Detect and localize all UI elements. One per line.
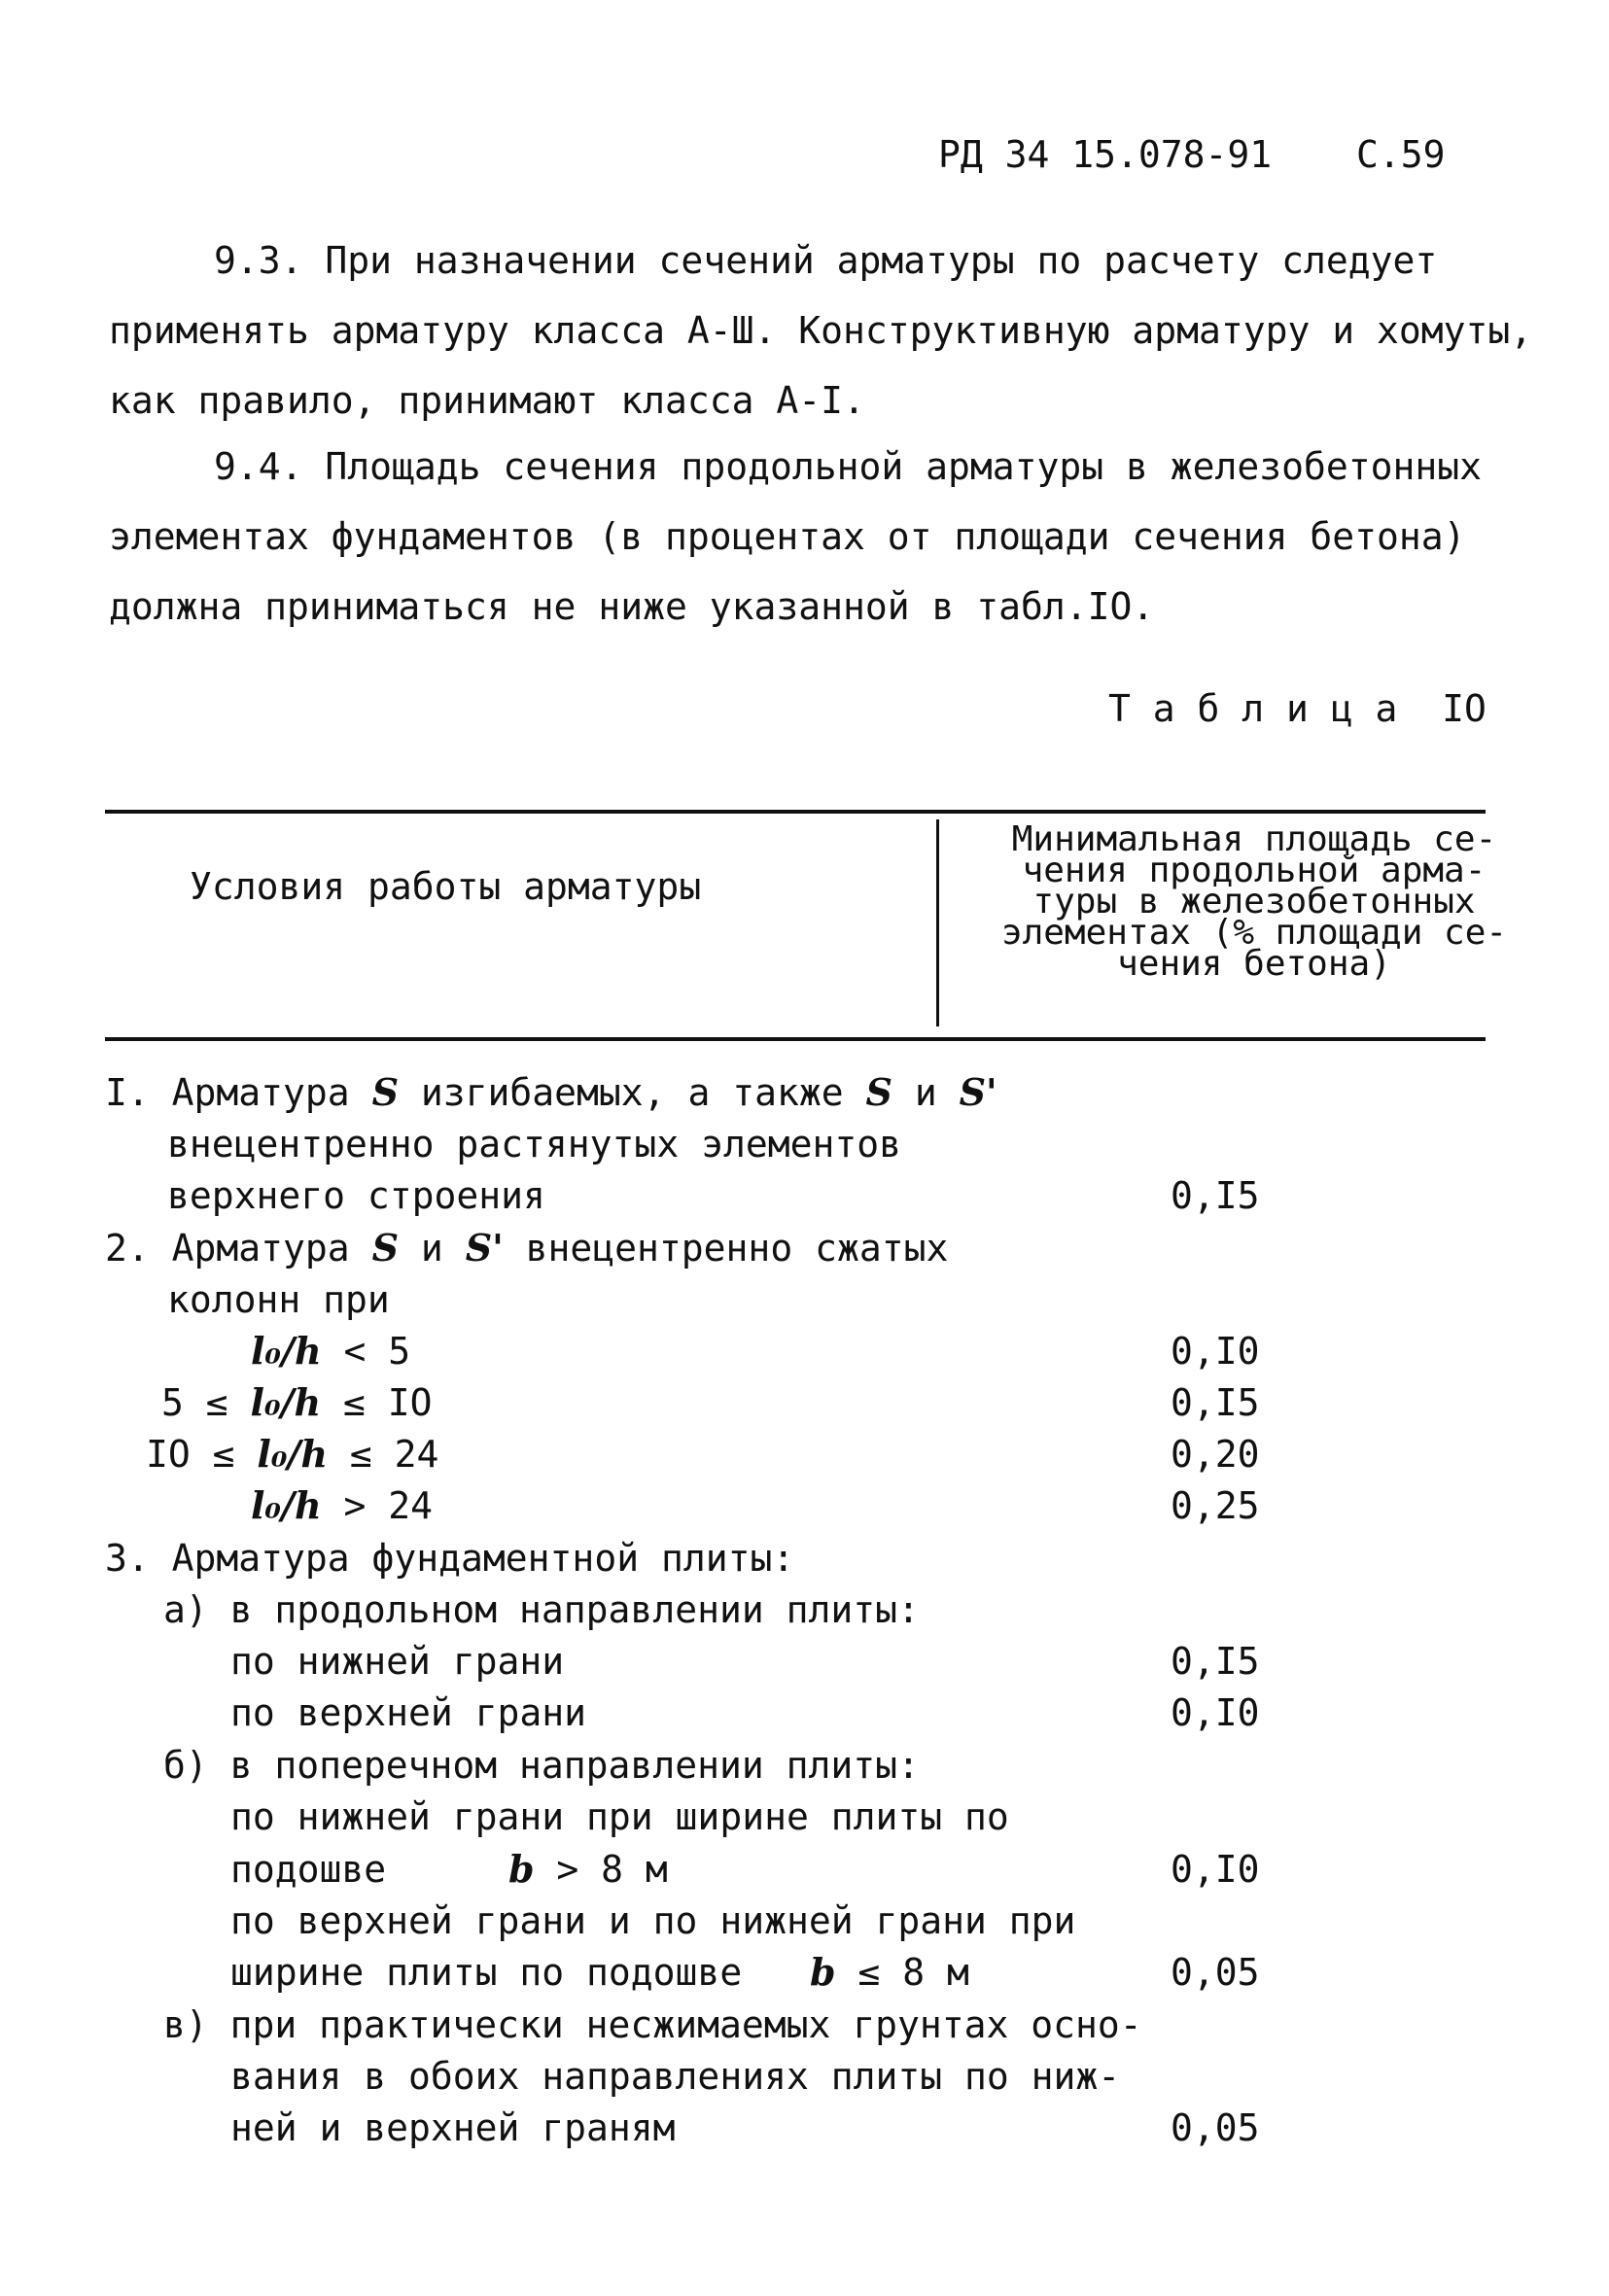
row-text: > 8 м <box>556 1848 668 1891</box>
paragraph-line: применять арматуру класса А-Ш. Конструктивную арматуру и хомуты, <box>109 309 1533 352</box>
row-3-line-1: 3. Арматура фундаментной плиты: <box>105 1537 795 1580</box>
ratio-condition-3 <box>146 1432 439 1476</box>
row-3-b-1-value: 0,I0 <box>1171 1848 1260 1891</box>
row-3-a-2: по верхней грани <box>230 1691 587 1734</box>
row-text: изгибаемых, а также <box>420 1071 844 1114</box>
row-text: ≤ 8 м <box>857 1951 969 1994</box>
row-3-a-heading: а) в продольном направлении плиты: <box>163 1588 920 1631</box>
page-number: С.59 <box>1356 133 1446 176</box>
paragraph-9-3 <box>109 226 1533 435</box>
ratio-relation: < 5 <box>343 1330 411 1373</box>
row-3-a-1-value: 0,I5 <box>1171 1640 1260 1683</box>
header-line: Минимальная площадь се- <box>1011 819 1497 859</box>
ratio-value-4: 0,25 <box>1171 1484 1260 1527</box>
row-text: и <box>420 1227 443 1270</box>
ratio-symbol: l₀/h <box>250 1380 322 1424</box>
ratio-condition-2 <box>161 1380 433 1424</box>
symbol-b: b <box>507 1847 535 1891</box>
row-3-b-2-line-2 <box>230 1950 969 1994</box>
row-text: ширине плиты по подошве <box>230 1951 743 1994</box>
ratio-symbol: l₀/h <box>251 1329 322 1373</box>
row-3-b-1-line-2 <box>230 1847 668 1891</box>
column-header-conditions: Условия работы арматуры <box>190 865 702 908</box>
table-caption: Т а б л и ц а IO <box>1108 687 1487 730</box>
paragraph-line: должна приниматься не ниже указанной в табл.IO. <box>109 585 1155 628</box>
ratio-value-3: 0,20 <box>1171 1433 1260 1476</box>
symbol-s-prime: S' <box>959 1070 997 1114</box>
symbol-b: b <box>809 1950 836 1994</box>
ratio-lower-bound: IO ≤ <box>146 1433 235 1476</box>
header-line: элементах (% площади се- <box>1000 913 1508 953</box>
ratio-lower-bound: 5 ≤ <box>161 1381 228 1424</box>
row-text: подошве <box>230 1848 387 1891</box>
ratio-symbol: l₀/h <box>257 1432 328 1476</box>
row-2-line-1 <box>105 1226 949 1270</box>
table-column-divider <box>936 819 939 1026</box>
row-3-a-2-value: 0,I0 <box>1171 1691 1260 1734</box>
row-1-value: 0,I5 <box>1171 1174 1260 1217</box>
table-header-rule <box>105 1037 1486 1041</box>
row-2-line-2: колонн при <box>167 1278 390 1321</box>
row-3-b-heading: б) в поперечном направлении плиты: <box>163 1744 920 1787</box>
paragraph-9-4 <box>109 432 1483 642</box>
paragraph-line: 9.4. Площадь сечения продольной арматуры в железобетонных <box>214 445 1483 488</box>
ratio-relation: ≤ IO <box>343 1381 433 1424</box>
row-text: I. Арматура <box>105 1071 350 1114</box>
row-3-b-1-line-1: по нижней грани при ширине плиты по <box>230 1795 1009 1838</box>
document-number: РД 34 15.078-91 <box>938 133 1273 176</box>
symbol-s-prime: S' <box>465 1226 504 1270</box>
paragraph-line: 9.3. При назначении сечений арматуры по расчету следует <box>214 239 1438 282</box>
ratio-symbol: l₀/h <box>251 1483 322 1527</box>
symbol-s: S <box>371 1070 400 1114</box>
row-3-c-line-1: в) при практически несжимаемых грунтах осно- <box>163 2003 1142 2046</box>
symbol-s: S <box>865 1070 892 1114</box>
row-text: и <box>914 1071 937 1114</box>
ratio-relation: > 24 <box>343 1484 433 1527</box>
row-3-c-line-2: вания в обоих направлениях плиты по ниж- <box>230 2055 1121 2098</box>
header-line: чения продольной арма- <box>1022 851 1487 890</box>
ratio-value-2: 0,I5 <box>1171 1381 1260 1424</box>
ratio-condition-4 <box>251 1483 433 1527</box>
ratio-condition-1 <box>251 1329 411 1373</box>
table-top-rule <box>105 810 1486 814</box>
row-text: 2. Арматура <box>105 1227 350 1270</box>
row-3-c-value: 0,05 <box>1171 2106 1260 2149</box>
header-line: туры в железобетонных <box>1032 882 1476 922</box>
ratio-relation: ≤ 24 <box>349 1433 439 1476</box>
paragraph-line: элементах фундаментов (в процентах от площади сечения бетона) <box>109 515 1466 558</box>
header-line: чения бетона) <box>1117 944 1391 984</box>
symbol-s: S <box>371 1226 400 1270</box>
paragraph-line: как правило, принимают класса А-I. <box>109 379 865 422</box>
row-3-c-line-3: ней и верхней граням <box>230 2106 676 2149</box>
row-1-line-2: внецентренно растянутых элементов <box>167 1123 901 1165</box>
ratio-value-1: 0,I0 <box>1171 1330 1260 1373</box>
row-1-line-1 <box>105 1070 997 1114</box>
row-text: внецентренно сжатых <box>525 1227 949 1270</box>
row-3-b-2-line-1: по верхней грани и по нижней грани при <box>230 1899 1076 1942</box>
column-header-min-area <box>982 819 1526 984</box>
row-1-line-3: верхнего строения <box>167 1174 545 1217</box>
row-3-a-1: по нижней грани <box>230 1640 565 1683</box>
row-3-b-2-value: 0,05 <box>1171 1951 1260 1994</box>
